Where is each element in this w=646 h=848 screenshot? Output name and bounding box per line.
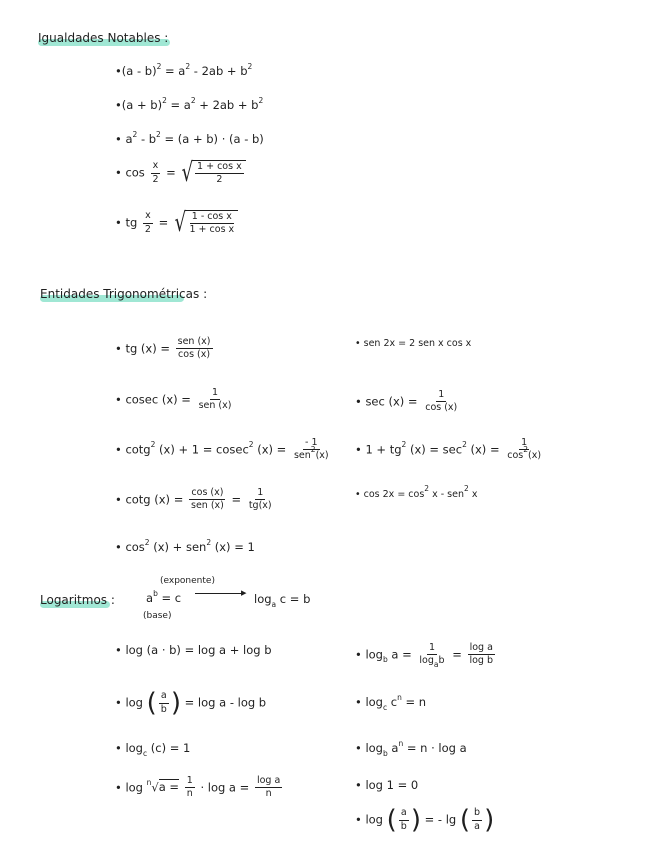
formula-log-one: • log 1 = 0	[355, 778, 419, 792]
formula-trig-sen2x: • sen 2x = 2 sen x cos x	[355, 338, 472, 349]
formula-log-change-base: • $\log_b a$ = $\frac{1}{\log_ab}$ = $\frac{\text{log a}}{\text{log b}}$	[355, 642, 494, 670]
heading-notable: Igualdades Notables :	[38, 31, 169, 45]
formula-notable-2: •(a + $b)^2 = a^2 + 2ab + b^2$	[115, 96, 264, 112]
formula-trig-cotg2: • cotg$^2$ (x) + 1 = cosec$^2$ (x) = $\frac{- 1}{sen^2(x)}$	[115, 437, 329, 462]
formula-notable-1: •(a - $b)^2 = a^2 - 2ab + b^2$	[115, 62, 253, 78]
heading-trig: Entidades Trigonométricas :	[40, 287, 208, 301]
formula-notable-3: • $a^2 - b^2 = (a + b) \cdot (a - b)$	[115, 130, 264, 146]
formula-trig-tg: • tg (x) = $\frac{\text{sen (x)}}{\cos (x)}$	[115, 336, 211, 361]
heading-log: Logaritmos :	[40, 593, 115, 607]
formula-log-self: • $\log_c (c) = 1$	[115, 741, 191, 758]
formula-log-product: • log (a · b) = log a + log b	[115, 643, 272, 657]
label-base: (base)	[143, 611, 172, 621]
formula-trig-pythagorean: • $\cos^2 (x) + sen^2$ (x) = 1	[115, 538, 255, 554]
formula-log-definition-result: $\log_a c = b$	[254, 592, 311, 609]
formula-trig-cos2x: • $\cos 2x = \cos^2 x - sen^2$ x	[355, 484, 478, 500]
formula-log-inverse: • log ( $\frac{a}{b}$ ) = - lg ( $\frac{b}{a}$ )	[355, 805, 495, 835]
formula-log-definition: $a^b = c$	[146, 589, 182, 605]
formula-log-power: • $\log_b a^n = n \cdot \log a$	[355, 739, 467, 758]
arrow-line	[195, 593, 243, 594]
formula-trig-tg2: • $1 + tg^2$ $(x) = \sec^2 (x)$ = $\frac{1}{\cos^2(x)}$	[355, 437, 542, 462]
arrow-right-icon: ▸	[241, 586, 247, 599]
square-root: √ $\frac{\text{1 - cos x}}{\text{1 + cos x}}$	[172, 210, 238, 236]
formula-log-c-power: • $\log_c c^n = n$	[355, 693, 427, 712]
formula-log-root: • log $^n$√a = $\frac{1}{n}$ · log a = $\frac{\text{log a}}{n}$	[115, 775, 281, 800]
formula-trig-cosec: • cosec (x) = $\frac{1}{\text{sen (x)}}$	[115, 387, 232, 412]
formula-notable-5: • tg $\frac{x}{2}$ = √ $\frac{\text{1 - cos x}}{\text{1 + cos x}}$	[115, 210, 238, 236]
formula-notable-4: • cos $\frac{x}{2}$ = √ $\frac{\text{1 + cos x}}{2}$	[115, 160, 246, 186]
formula-trig-sec: • sec (x) = $\frac{1}{\cos (x)}$	[355, 389, 458, 414]
label-exponente: (exponente)	[160, 576, 215, 586]
square-root: √ $\frac{\text{1 + cos x}}{2}$	[179, 160, 245, 186]
fraction: $\frac{x}{2}$	[144, 210, 151, 235]
formula-trig-cotg: • cotg (x) = $\frac{\cos (x)}{\text{sen (x)}}$ = $\frac{1}{tg(x)}$	[115, 487, 272, 512]
fraction: $\frac{x}{2}$	[152, 160, 159, 185]
formula-log-quotient: • log ( $\frac{a}{b}$ ) = log a - log b	[115, 688, 267, 718]
